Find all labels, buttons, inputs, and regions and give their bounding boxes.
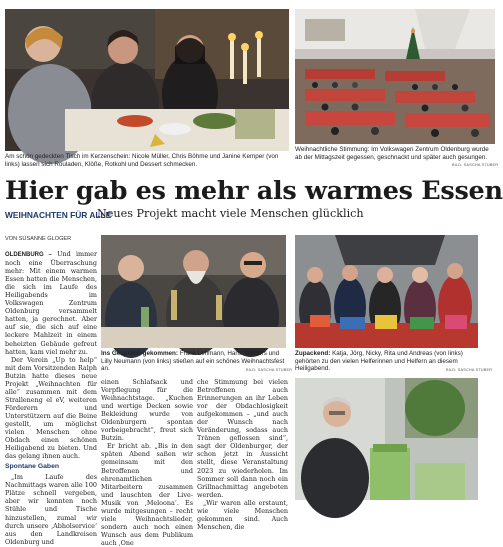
caption-dining-hall	[295, 146, 491, 161]
caption-text: Weihnachtliche Stimmung: Im Volkswagen Zentrum Oldenburg wurde ab der Mittagszeit gegessen, geschnackt und später auch gesungen.	[295, 146, 489, 161]
photo-toast-guests	[101, 235, 286, 348]
article-column-1	[5, 250, 97, 546]
caption-text: Am schön gedeckten Tisch im Kerzenschein: Nicole Müller, Chris Böhme und Janine Kemper (von links) lassen sich Rouladen, Klöße, Rotkohl und Dessert schmecken.	[5, 153, 279, 168]
paragraph: „Wir waren alle erstaunt, wie viele Menschen gekommen sind. Auch Menschen, die	[197, 498, 288, 531]
paragraph: Er bricht ab. „Bis in den späten Abend saßen wir gemeinsam mit den Betroffenen und ehrenamtlichen Mitarbeitern zusammen und lauschten der Live-Musik von ‚Meloona‘. Es wurde mitgesungen – recht viele Weihnachtslieder, sondern auch noch einen Wunsch aus dem Publikum auch ‚One	[101, 442, 193, 547]
article-column-3	[197, 378, 288, 531]
article-column-2	[101, 378, 193, 547]
article-kicker: WEIHNACHTEN FÜR ALLE	[5, 210, 112, 220]
paragraph: che Stimmung bei vielen Betroffenen auch Erinnerungen an ihr Leben vor der Obdachlosigkeit aufgekommen – „und auch der Wunsch nach Veränderung, sodass auch Tränen geflossen sind“, sagt der Oldenburger, der schon jetzt in Aussicht stellt, diese Veranstaltung 2023 zu wiederholen. Im Sommer soll dann noch ein Grillnachmittag angeboten werden.	[197, 378, 288, 499]
caption-text: Frank Lehmann, Hans Siemers und Lilly Neumann (von links) stießen auf ein schönes Weihnachtsfest an.	[101, 350, 285, 373]
article-byline: VON SUSANNE GLOGER	[5, 236, 72, 242]
article-subheadline: Neues Projekt macht viele Menschen glücklich	[97, 207, 364, 220]
paragraph: Und immer noch eine Überraschung mehr: Mit einem warmen Essen hatten die Menschen, die sich im Laufe des Heiligabends im Volkswagen Zentrum Oldenburg versammelt hatten, ja gerechnet. Aber auf sie, die sich auf eine leckere Mahlzeit in einem beheizten Gebäude gefreut hatten, kam viel mehr zu.	[5, 250, 97, 356]
photo-volunteers	[295, 235, 478, 348]
caption-dinner-table	[5, 153, 290, 168]
dateline: OLDENBURG –	[5, 252, 52, 258]
photo-dinner-table	[5, 9, 289, 151]
section-subheading: Spontane Gaben	[5, 463, 60, 471]
credit-toast-guests: BILD: SASCHA STÜBER	[246, 368, 293, 372]
paragraph: einen Schlafsack und Verpflegung für die Weihnachtstage. „Kuchen und wertige Decken sowie Bekleidung wurde von Oldenburgern spontan vorbeigebracht“, freut sich Butzin.	[101, 378, 193, 443]
paragraph: Der Verein „Up to help“ mit dem Vorsitzenden Ralph Butzin hatte dieses neue Projekt „Weihnachten für alle“ zusammen mit dem Stralleneng el eV, weiteren Förderern und Unterstützern auf die Beine gestellt, um möglichst vielen Menschen ohne Obdach einen schönen Heiligabend zu bieten. Und das gelang ihnen auch.	[5, 355, 97, 461]
caption-text: Katja, Jörg, Nicky, Rita und Andreas (von links) gehörten zu den vielen Helferinnen und Helfern an diesem Heiligabend.	[295, 350, 463, 373]
credit-volunteers: BILD: SASCHA STÜBER	[446, 368, 493, 372]
caption-lead: Zupackend:	[295, 350, 331, 357]
photo-organizer-portrait	[295, 378, 478, 500]
credit-dining-hall: BILD: SASCHA STÜBER	[452, 163, 499, 167]
caption-lead: Ins Gespräch gekommen:	[101, 350, 178, 357]
article-headline: Hier gab es mehr als warmes Essen	[5, 176, 503, 206]
paragraph: „Im Laufe des Nachmittags waren alle 100 Plätze schnell vergeben, aber wir konnten noch Stühle und Tische hinzustellen, zumal wir durch unsere ‚Abholservice‘ aus den Landkreisen Oldenburg und	[5, 473, 97, 546]
photo-dining-hall	[295, 9, 495, 144]
